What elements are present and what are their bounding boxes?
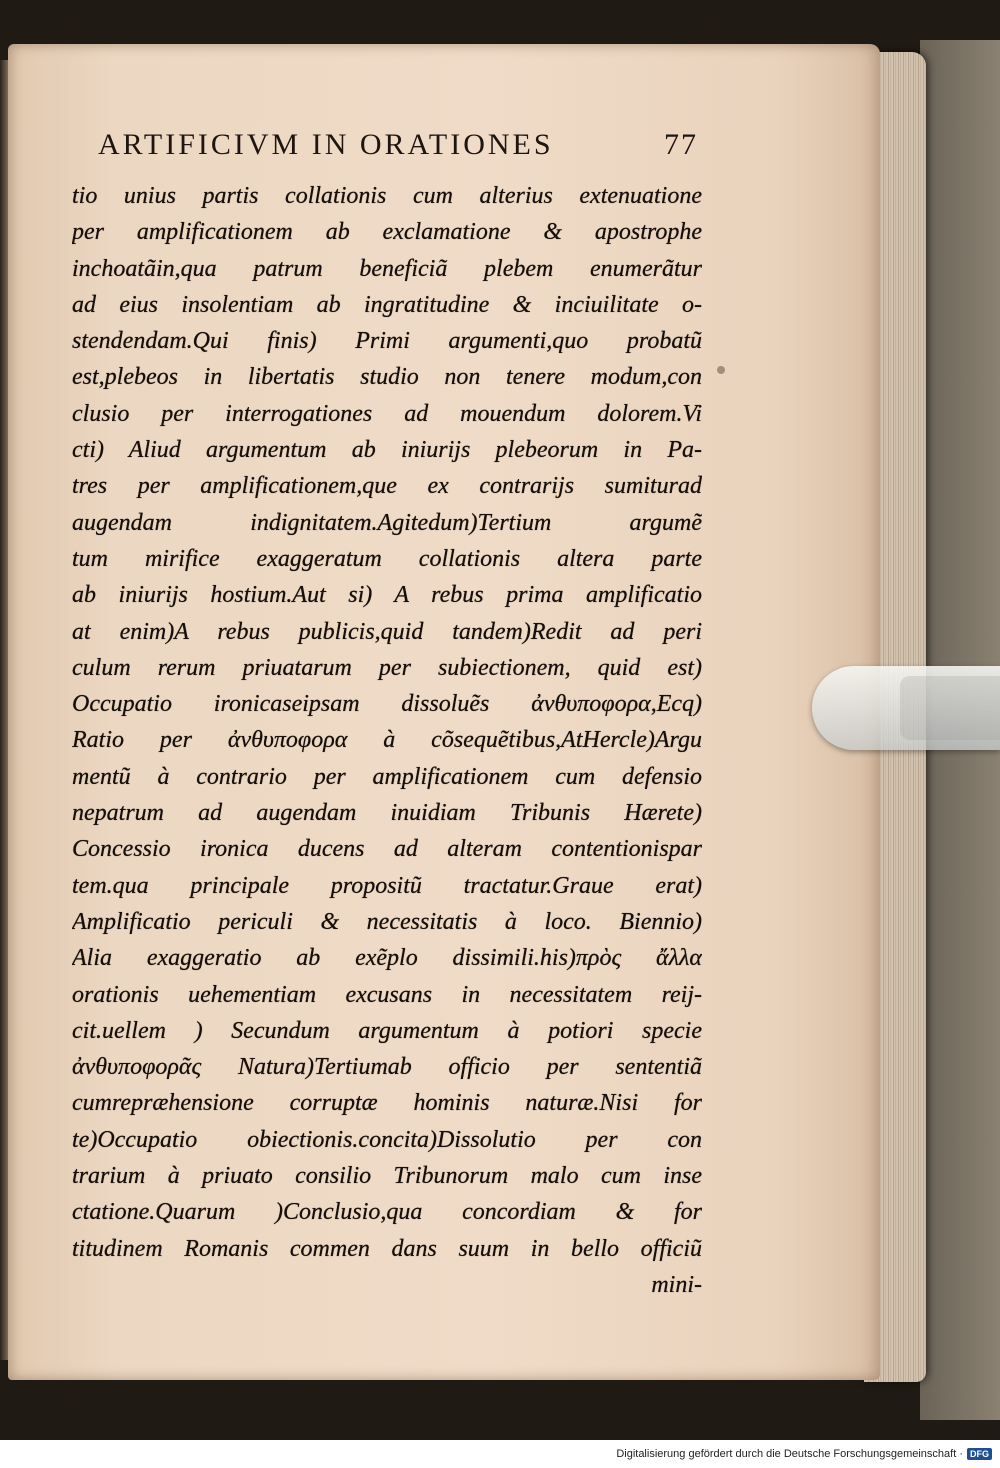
text-line: est,plebeos in libertatis studio non tenere modum,con bbox=[72, 364, 702, 391]
text-line: Occupatio ironicaseipsam dissoluẽs ἀνθυποφορα,Ecq) bbox=[72, 691, 702, 718]
dfg-credit-text: Digitalisierung gefördert durch die Deutsche Forschungsgemeinschaft · bbox=[616, 1448, 963, 1460]
text-line: per amplificationem ab exclamatione & apostrophe bbox=[72, 219, 702, 246]
text-line: mentũ à contrario per amplificationem cum defensio bbox=[72, 763, 702, 790]
text-line: tres per amplificationem,que ex contrarijs sumiturad bbox=[72, 473, 702, 500]
footer-bar bbox=[0, 1440, 1000, 1468]
text-line: cumrepræhensione corruptæ hominis naturæ.Nisi for bbox=[72, 1090, 702, 1117]
text-line: inchoatãin,qua patrum beneficiã plebem enumerãtur bbox=[72, 255, 702, 282]
dfg-logo-icon: DFG bbox=[967, 1448, 992, 1460]
text-line: culum rerum priuatarum per subiectionem, quid est) bbox=[72, 654, 702, 681]
text-line: trarium à priuato consilio Tribunorum malo cum inse bbox=[72, 1163, 702, 1190]
text-line: orationis uehementiam excusans in necessitatem reij- bbox=[72, 981, 702, 1008]
text-line: titudinem Romanis commen dans suum in bello officiũ bbox=[72, 1235, 702, 1262]
clip-shadow bbox=[900, 676, 1000, 740]
text-line: cit.uellem ) Secundum argumentum à potiori specie bbox=[72, 1017, 702, 1044]
text-line: tio unius partis collationis cum alterius extenuatione bbox=[72, 183, 702, 209]
text-line: Amplificatio periculi & necessitatis à loco. Biennio) bbox=[72, 908, 702, 935]
catchword: mini- bbox=[651, 1271, 702, 1298]
running-head: ARTIFICIVM IN ORATIONES bbox=[98, 128, 554, 161]
text-line: tem.qua principale propositũ tractatur.Graue erat) bbox=[72, 872, 702, 899]
page-number: 77 bbox=[664, 128, 698, 161]
text-line: stendendam.Qui finis) Primi argumenti,quo probatũ bbox=[72, 328, 702, 355]
text-line: nepatrum ad augendam inuidiam Tribunis Hærete) bbox=[72, 800, 702, 827]
text-line: tum mirifice exaggeratum collationis altera parte bbox=[72, 545, 702, 572]
text-line: ad eius insolentiam ab ingratitudine & inciuilitate o- bbox=[72, 291, 702, 318]
text-line: at enim)A rebus publicis,quid tandem)Redit ad peri bbox=[72, 618, 702, 645]
page-header bbox=[98, 128, 698, 172]
text-line: Ratio per ἀνθυποφορα à cõsequẽtibus,AtHercle)Argu bbox=[72, 727, 702, 754]
text-line: cti) Aliud argumentum ab iniurijs plebeorum in Pa- bbox=[72, 437, 702, 464]
body-text bbox=[72, 178, 702, 1303]
text-line: Concessio ironica ducens ad alteram contentionispar bbox=[72, 836, 702, 863]
text-line: te)Occupatio obiectionis.concita)Dissolutio per con bbox=[72, 1126, 702, 1153]
text-line: ἀνθυποφορᾶς Natura)Tertiumab officio per sententiã bbox=[72, 1054, 702, 1081]
ink-spot bbox=[717, 366, 725, 374]
text-line: Alia exaggeratio ab exẽplo dissimili.his)πρὸς ἄλλα bbox=[72, 945, 702, 972]
text-line: clusio per interrogationes ad mouendum dolorem.Vi bbox=[72, 400, 702, 427]
text-line: augendam indignitatem.Agitedum)Tertium argumẽ bbox=[72, 509, 702, 536]
text-line: ctatione.Quarum )Conclusio,qua concordiam & for bbox=[72, 1199, 702, 1226]
text-line: ab iniurijs hostium.Aut si) A rebus prima amplificatio bbox=[72, 582, 702, 609]
